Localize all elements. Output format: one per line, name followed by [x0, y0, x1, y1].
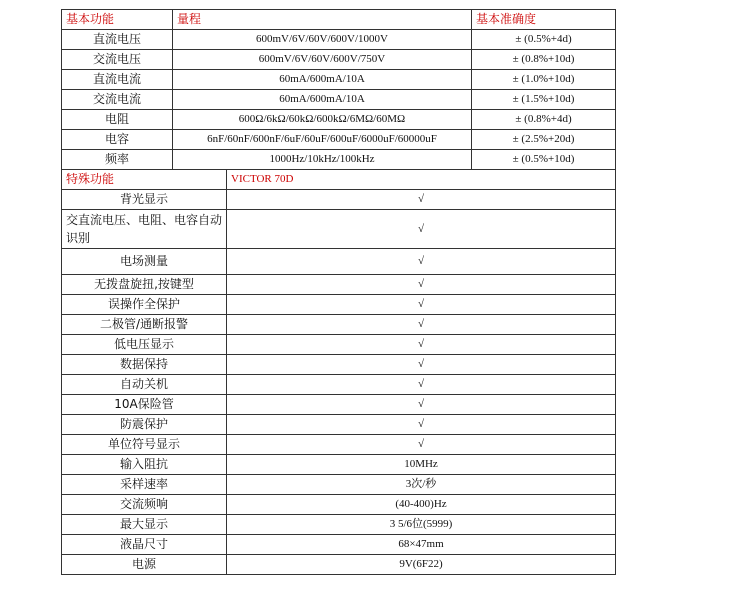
special-function-name: 电源: [62, 555, 227, 575]
basic-range-value: 600mV/6V/60V/600V/1000V: [173, 30, 472, 50]
basic-row: [62, 90, 616, 110]
basic-function-name: 直流电流: [62, 70, 173, 90]
basic-header-row: [62, 10, 616, 30]
special-function-name: 误操作全保护: [62, 295, 227, 315]
special-function-value: √: [227, 415, 616, 435]
basic-row: [62, 110, 616, 130]
basic-function-name: 电阻: [62, 110, 173, 130]
basic-accuracy-value: ± (2.5%+20d): [472, 130, 616, 150]
basic-function-name: 直流电压: [62, 30, 173, 50]
basic-function-name: 频率: [62, 150, 173, 170]
basic-accuracy-value: ± (0.8%+10d): [472, 50, 616, 70]
special-row: [62, 315, 616, 335]
special-function-name: 10A保险管: [62, 395, 227, 415]
spec-table: [61, 9, 616, 575]
special-row: [62, 295, 616, 315]
special-function-name: 液晶尺寸: [62, 535, 227, 555]
special-function-name: 最大显示: [62, 515, 227, 535]
basic-row: [62, 130, 616, 150]
special-function-name: 输入阻抗: [62, 455, 227, 475]
special-function-name: 无拨盘旋扭,按键型: [62, 275, 227, 295]
basic-range-value: 600Ω/6kΩ/60kΩ/600kΩ/6MΩ/60MΩ: [173, 110, 472, 130]
special-row: [62, 249, 616, 275]
accuracy-header: 基本准确度: [472, 10, 616, 30]
special-function-name: 交流频响: [62, 495, 227, 515]
special-row: [62, 495, 616, 515]
basic-range-value: 60mA/600mA/10A: [173, 70, 472, 90]
special-row: [62, 190, 616, 210]
special-function-name: 采样速率: [62, 475, 227, 495]
special-row: [62, 475, 616, 495]
special-row: [62, 355, 616, 375]
special-function-header: 特殊功能: [62, 170, 227, 190]
basic-row: [62, 150, 616, 170]
special-function-name: 防震保护: [62, 415, 227, 435]
special-row: [62, 375, 616, 395]
basic-function-name: 交流电流: [62, 90, 173, 110]
basic-function-name: 交流电压: [62, 50, 173, 70]
range-header: 量程: [173, 10, 472, 30]
special-row: [62, 415, 616, 435]
special-row: [62, 395, 616, 415]
special-function-name: 数据保持: [62, 355, 227, 375]
special-function-value: 9V(6F22): [227, 555, 616, 575]
basic-row: [62, 70, 616, 90]
basic-accuracy-value: ± (0.8%+4d): [472, 110, 616, 130]
special-row: [62, 335, 616, 355]
spec-table-body: [62, 10, 616, 575]
basic-accuracy-value: ± (1.5%+10d): [472, 90, 616, 110]
basic-row: [62, 30, 616, 50]
special-row: [62, 275, 616, 295]
special-function-value: √: [227, 435, 616, 455]
special-row: [62, 555, 616, 575]
special-function-value: √: [227, 249, 616, 275]
special-function-value: 68×47mm: [227, 535, 616, 555]
special-function-value: √: [227, 210, 616, 249]
basic-function-header: 基本功能: [62, 10, 173, 30]
special-row: [62, 435, 616, 455]
special-row: [62, 210, 616, 249]
special-function-value: 10MHz: [227, 455, 616, 475]
special-function-value: 3 5/6位(5999): [227, 515, 616, 535]
special-row: [62, 455, 616, 475]
special-function-name: 单位符号显示: [62, 435, 227, 455]
special-function-value: √: [227, 275, 616, 295]
special-header-row: [62, 170, 616, 190]
special-function-value: √: [227, 375, 616, 395]
special-function-name: 二极管/通断报警: [62, 315, 227, 335]
special-function-value: √: [227, 335, 616, 355]
basic-range-value: 1000Hz/10kHz/100kHz: [173, 150, 472, 170]
special-row: [62, 535, 616, 555]
basic-function-name: 电容: [62, 130, 173, 150]
special-row: [62, 515, 616, 535]
basic-range-value: 6nF/60nF/600nF/6uF/60uF/600uF/6000uF/60000uF: [173, 130, 472, 150]
special-function-value: 3次/秒: [227, 475, 616, 495]
special-function-value: √: [227, 315, 616, 335]
basic-accuracy-value: ± (1.0%+10d): [472, 70, 616, 90]
special-function-value: √: [227, 190, 616, 210]
model-header: VICTOR 70D: [227, 170, 616, 190]
special-function-name: 电场测量: [62, 249, 227, 275]
basic-accuracy-value: ± (0.5%+4d): [472, 30, 616, 50]
special-function-value: √: [227, 295, 616, 315]
special-function-name: 自动关机: [62, 375, 227, 395]
special-function-name: 背光显示: [62, 190, 227, 210]
basic-range-value: 60mA/600mA/10A: [173, 90, 472, 110]
basic-accuracy-value: ± (0.5%+10d): [472, 150, 616, 170]
special-function-value: √: [227, 395, 616, 415]
special-function-name: 交直流电压、电阻、电容自动识别: [62, 210, 227, 249]
special-function-value: (40-400)Hz: [227, 495, 616, 515]
special-function-value: √: [227, 355, 616, 375]
basic-range-value: 600mV/6V/60V/600V/750V: [173, 50, 472, 70]
basic-row: [62, 50, 616, 70]
special-function-name: 低电压显示: [62, 335, 227, 355]
